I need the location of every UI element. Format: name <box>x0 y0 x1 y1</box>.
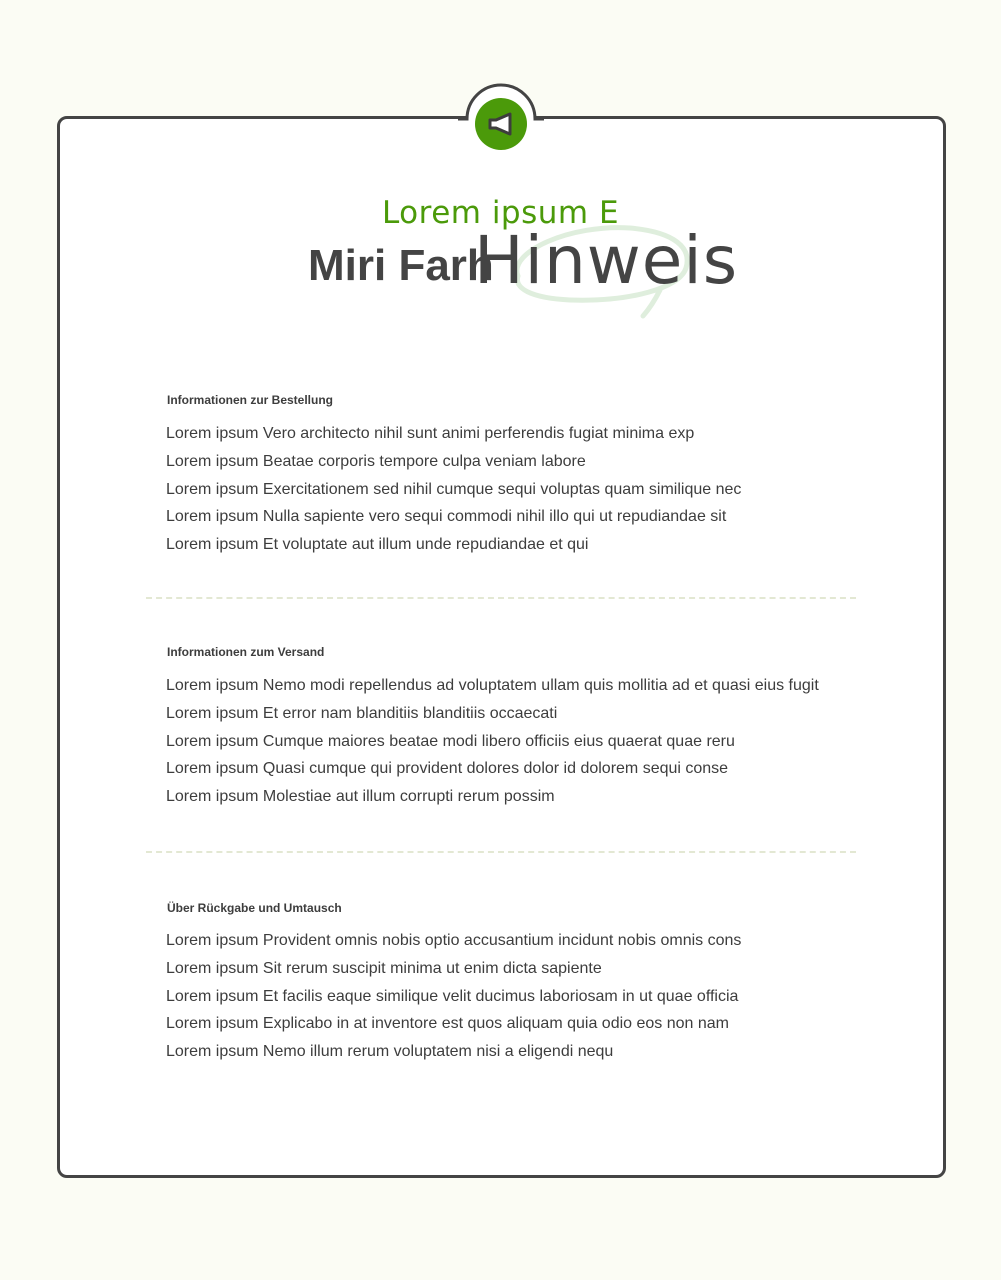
list-item: Lorem ipsum Vero architecto nihil sunt animi perferendis fugiat minima exp <box>166 425 695 442</box>
list-item: Lorem ipsum Nulla sapiente vero sequi commodi nihil illo qui ut repudiandae sit <box>166 508 727 526</box>
list-item: Lorem ipsum Exercitationem sed nihil cumque sequi voluptas quam similique nec <box>166 480 742 498</box>
section-title-returns: Über Rückgabe und Umtausch <box>167 901 342 915</box>
list-item: Lorem ipsum Explicabo in at inventore est quos aliquam quia odio eos non nam <box>166 1015 729 1033</box>
list-item: Lorem ipsum Beatae corporis tempore culpa veniam labore <box>166 452 586 470</box>
section-title-shipping: Informationen zum Versand <box>167 645 325 659</box>
section-divider <box>146 851 856 853</box>
list-item: Lorem ipsum Cumque maiores beatae modi libero officiis eius quaerat quae reru <box>166 732 735 750</box>
list-item: Lorem ipsum Molestiae aut illum corrupti rerum possim <box>166 788 555 806</box>
section-lines-returns <box>166 927 741 1066</box>
megaphone-badge <box>475 98 527 150</box>
list-item: Lorem ipsum Et facilis eaque similique velit ducimus laboriosam in ut quae officia <box>166 987 739 1005</box>
section-lines-shipping <box>166 672 819 811</box>
header-subtitle: Lorem ipsum E <box>381 195 620 231</box>
notice-heading: Hinweis <box>474 222 739 299</box>
list-item: Lorem ipsum Nemo modi repellendus ad voluptatem ullam quis mollitia ad et quasi eius fugit <box>166 677 819 694</box>
section-lines-order <box>166 420 741 559</box>
author-name: Miri Farh <box>308 241 494 290</box>
list-item: Lorem ipsum Nemo illum rerum voluptatem nisi a eligendi nequ <box>166 1043 614 1061</box>
list-item: Lorem ipsum Provident omnis nobis optio accusantium incidunt nobis omnis cons <box>166 932 742 949</box>
list-item: Lorem ipsum Quasi cumque qui provident dolores dolor id dolorem sequi conse <box>166 760 729 778</box>
section-title-order: Informationen zur Bestellung <box>167 393 334 407</box>
list-item: Lorem ipsum Et error nam blanditiis blanditiis occaecati <box>166 704 558 722</box>
section-divider <box>146 597 856 599</box>
list-item: Lorem ipsum Et voluptate aut illum unde repudiandae et qui <box>166 536 589 554</box>
list-item: Lorem ipsum Sit rerum suscipit minima ut enim dicta sapiente <box>166 959 602 977</box>
megaphone-icon <box>486 112 516 136</box>
